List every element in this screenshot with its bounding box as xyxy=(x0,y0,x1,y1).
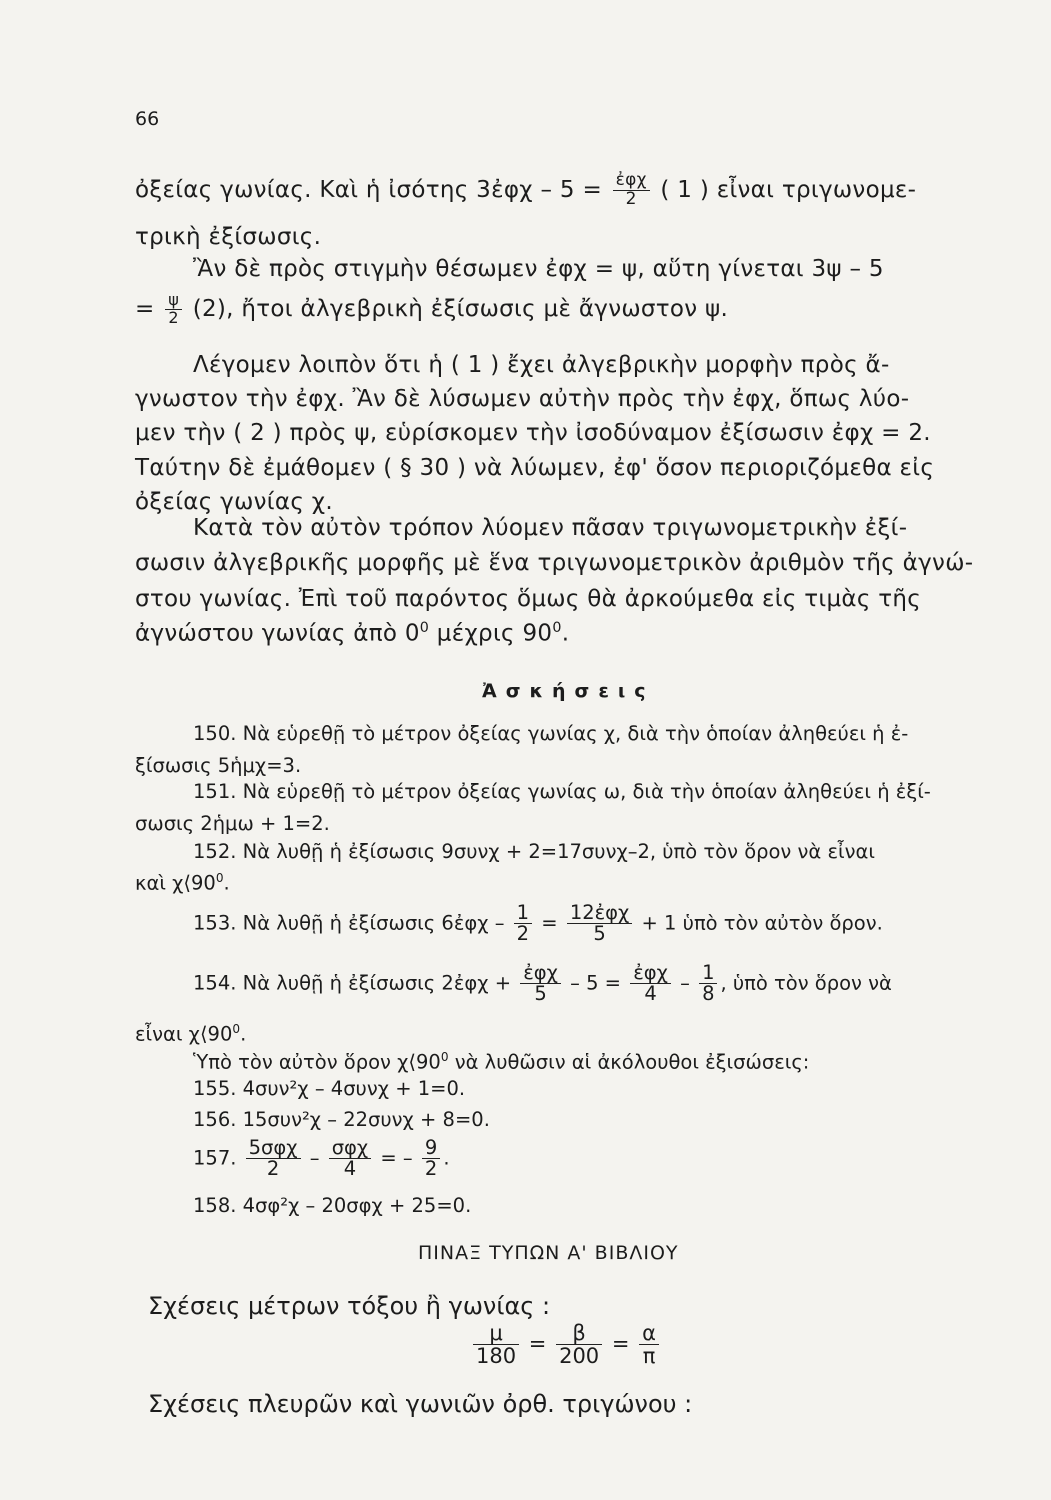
exercise-151-line-2: σωσις 2ἡμω + 1=2. xyxy=(135,812,330,835)
exercise-152-line-2: καὶ $\chi⟨90^0$. xyxy=(135,871,230,895)
page-number: 66 xyxy=(135,108,160,130)
fraction-psi-over-2: $\frac{\psi}{2}$ xyxy=(165,292,182,327)
text-line-4: = $\frac{\psi}{2}$ (2), ἤτοι ἀλγεβρικὴ ἐξίσωσις μὲ ἄγνωστον ψ. xyxy=(135,290,729,327)
exercise-150-line-2: ξίσωσις 5ἡμχ=3. xyxy=(135,754,302,777)
fraction-beta-200: $\frac{\beta}{200}$ xyxy=(556,1322,602,1367)
exercise-150-line-1: 150. Νὰ εὑρεθῇ τὸ μέτρον ὀξείας γωνίας χ, διὰ τὴν ὁποίαν ἀληθεύει ἡ ἐ- xyxy=(193,722,909,745)
fraction-tan-over-2: $\frac{\text{ἐφχ}}{2}$ xyxy=(613,172,650,209)
fraction-mu-180: $\frac{\mu}{180}$ xyxy=(473,1322,519,1367)
text-line-10: Κατὰ τὸν αὐτὸν τρόπον λύομεν πᾶσαν τριγωνομετρικὴν ἐξί- xyxy=(193,515,908,541)
exercise-151-line-1: 151. Νὰ εὑρεθῇ τὸ μέτρον ὀξείας γωνίας ω, διὰ τὴν ὁποίαν ἀληθεύει ἡ ἐξί- xyxy=(193,780,931,803)
exercise-152-line-1: 152. Νὰ λυθῇ ἡ ἐξίσωσις 9συνχ + 2=17συνχ–2, ὑπὸ τὸν ὅρον νὰ εἶναι xyxy=(193,840,875,863)
exercise-154-line-1: 154. Νὰ λυθῇ ἡ ἐξίσωσις 2ἐφχ + $\frac{\text{ἐφχ}}{5}$ – 5 = $\frac{\text{ἐφχ}}{4}$ – $\frac{1}{8}$ , ὑπὸ τὸν ὅρον νὰ xyxy=(193,961,892,1006)
line-1-end: ( 1 ) εἶναι τριγωνομε- xyxy=(660,176,917,203)
text-line-8: Ταύτην δὲ ἐμάθομεν ( § 30 ) νὰ λύωμεν, ἐφ' ὅσον περιοριζόμεθα εἰς xyxy=(135,455,935,481)
text-line-1 xyxy=(135,172,916,209)
exercises-heading: Ἀσκήσεις xyxy=(482,680,655,702)
text-line-13: ἀγνώστου γωνίας ἀπὸ $0^0$ μέχρις $90^0$. xyxy=(135,620,570,647)
text-line-6: γνωστον τὴν ἐφχ. Ἂν δὲ λύσωμεν αὐτὴν πρὸς τὴν ἐφχ, ὅπως λύο- xyxy=(135,386,910,412)
fraction-tan-over-4: $\frac{\text{ἐφχ}}{4}$ xyxy=(630,963,671,1005)
exercise-153: 153. Νὰ λυθῇ ἡ ἐξίσωσις 6ἐφχ – $\frac{1}{2}$ = $\frac{\text{12ἐφχ}}{5}$ + 1 ὑπὸ τὸν αὐτὸν ὅρον. xyxy=(193,901,883,946)
text-line-12: στου γωνίας. Ἐπὶ τοῦ παρόντος ὅμως θὰ ἀρκούμεθα εἰς τιμὰς τῆς xyxy=(135,586,922,612)
line-1-start: ὀξείας γωνίας. Καὶ ἡ ἰσότης 3ἐφχ – 5 = xyxy=(135,176,603,203)
fraction-9-over-2: $\frac{9}{2}$ xyxy=(422,1138,440,1180)
fraction-cot-over-4: $\frac{\text{σφχ}}{4}$ xyxy=(329,1138,372,1180)
fraction-1-over-2: $\frac{1}{2}$ xyxy=(514,903,532,945)
text-line-11: σωσιν ἀλγεβρικῆς μορφῆς μὲ ἕνα τριγωνομετρικὸν ἀριθμὸν τῆς ἀγνώ- xyxy=(135,550,974,576)
exercise-154-line-2: εἶναι $\chi⟨90^0$. xyxy=(135,1022,247,1046)
fraction-alpha-pi: $\frac{\alpha}{\pi}$ xyxy=(639,1322,659,1367)
text-line-9: ὀξείας γωνίας χ. xyxy=(135,489,333,515)
relations-arc-angle: Σχέσεις μέτρων τόξου ἢ γωνίας : xyxy=(148,1292,551,1320)
relations-right-triangle: Σχέσεις πλευρῶν καὶ γωνιῶν ὀρθ. τριγώνου : xyxy=(148,1390,693,1418)
fraction-1-over-8: $\frac{1}{8}$ xyxy=(699,963,717,1005)
condition-line: Ὑπὸ τὸν αὐτὸν ὅρον $\chi⟨90^0$ νὰ λυθῶσιν αἱ ἀκόλουθοι ἐξισώσεις: xyxy=(193,1050,810,1074)
conversion-formula: $\frac{\mu}{180}$ = $\frac{\beta}{200}$ = $\frac{\alpha}{\pi}$ xyxy=(470,1322,662,1367)
text-line-7: μεν τὴν ( 2 ) πρὸς ψ, εὑρίσκομεν τὴν ἰσοδύναμον ἐξίσωσιν ἐφχ = 2. xyxy=(135,420,931,446)
exercise-155: 155. 4συν²χ – 4συνχ + 1=0. xyxy=(193,1077,466,1100)
fraction-12tan-over-5: $\frac{\text{12ἐφχ}}{5}$ xyxy=(567,903,632,945)
exercise-156: 156. 15συν²χ – 22συνχ + 8=0. xyxy=(193,1108,490,1131)
exercise-158: 158. 4σφ²χ – 20σφχ + 25=0. xyxy=(193,1194,472,1217)
table-title: ΠΙΝΑΞ ΤΥΠΩΝ Α' ΒΙΒΛΙΟΥ xyxy=(418,1242,679,1264)
text-line-5: Λέγομεν λοιπὸν ὅτι ἡ ( 1 ) ἔχει ἀλγεβρικὴν μορφὴν πρὸς ἄ- xyxy=(193,352,890,378)
fraction-tan-over-5: $\frac{\text{ἐφχ}}{5}$ xyxy=(520,963,561,1005)
fraction-5cot-over-2: $\frac{\text{5σφχ}}{2}$ xyxy=(246,1138,301,1180)
text-line-2: τρικὴ ἐξίσωσις. xyxy=(135,224,322,250)
text-line-3: Ἂν δὲ πρὸς στιγμὴν θέσωμεν ἐφχ = ψ, αὕτη γίνεται 3ψ – 5 xyxy=(193,256,884,282)
exercise-157: 157. $\frac{\text{5σφχ}}{2}$ – $\frac{\text{σφχ}}{4}$ = – $\frac{9}{2}$ . xyxy=(193,1136,450,1181)
